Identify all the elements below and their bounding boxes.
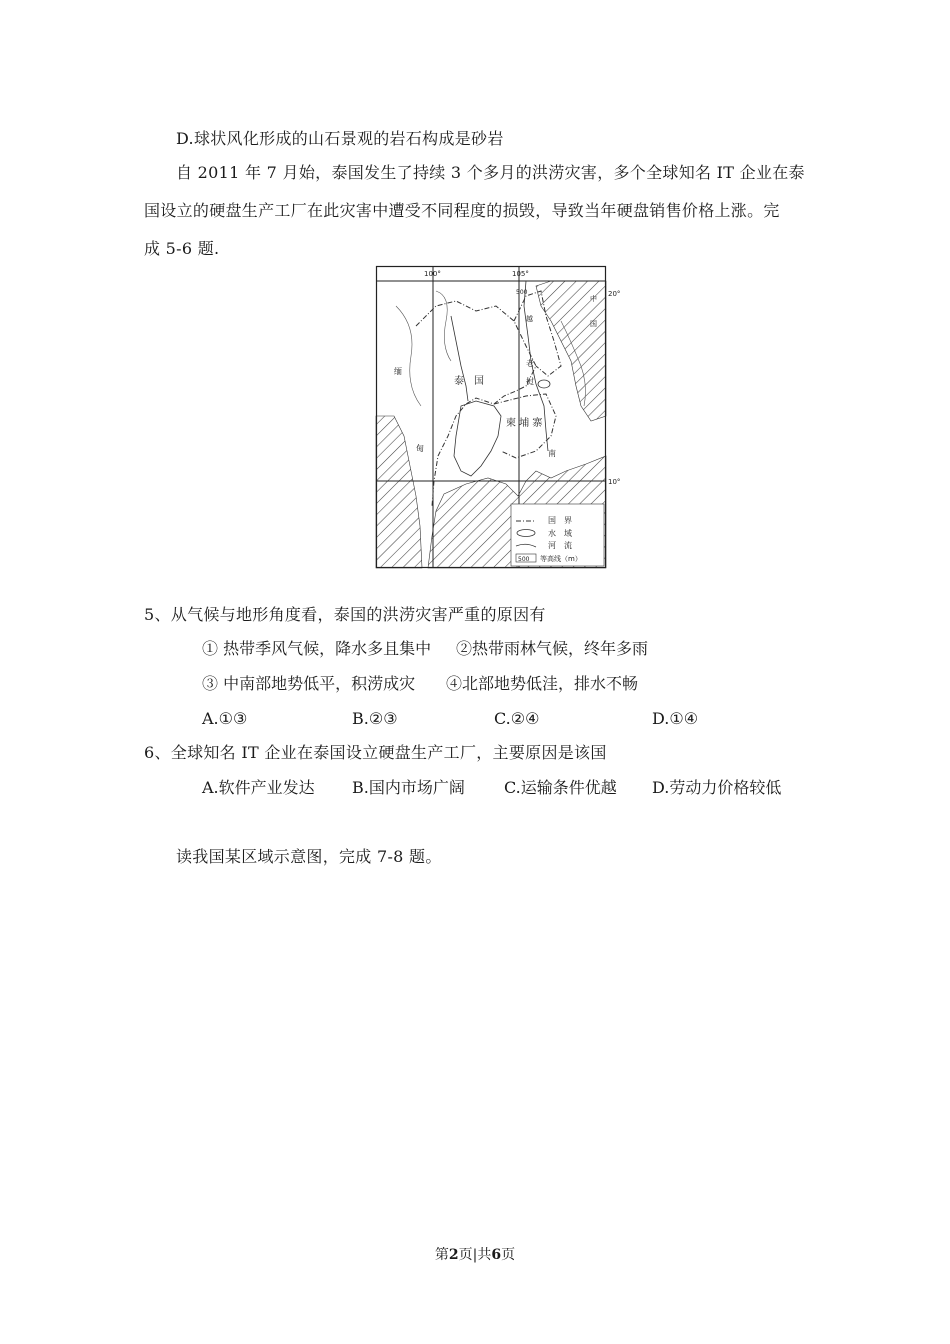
q5-item-2: ②热带雨林气候，终年多雨 xyxy=(456,639,649,658)
legend-contour: 等高线（m） xyxy=(540,555,582,563)
q6-option-d: D.劳动力价格较低 xyxy=(652,778,782,797)
q5-item-4: ④北部地势低洼，排水不畅 xyxy=(446,674,639,693)
label-china-2: 国 xyxy=(590,320,597,328)
intro-line-1: 自 2011 年 7 月始，泰国发生了持续 3 个多月的洪涝灾害，多个全球知名 IT 企业在泰 xyxy=(176,163,805,182)
footer-page-number: 2 xyxy=(448,1247,459,1263)
legend-river: 河 流 xyxy=(548,541,572,550)
lat-label-20: 20° xyxy=(608,290,621,298)
q5-option-a: A.①③ xyxy=(202,709,248,728)
intro-line-3: 成 5-6 题. xyxy=(144,239,220,258)
q5-option-c: C.②④ xyxy=(494,709,540,728)
q5-stem: 5、从气候与地形角度看，泰国的洪涝灾害严重的原因有 xyxy=(144,605,546,624)
label-cambodia: 柬 埔 寨 xyxy=(506,418,543,429)
q5-item-3: ③ 中南部地势低平，积涝成灾 xyxy=(202,674,416,693)
q6-stem: 6、全球知名 IT 企业在泰国设立硬盘生产工厂，主要原因是该国 xyxy=(144,743,607,762)
intro-line-2: 国设立的硬盘生产工厂在此灾害中遭受不同程度的损毁，导致当年硬盘销售价格上涨。完 xyxy=(144,201,780,220)
lon-label-100: 100° xyxy=(424,270,441,278)
label-china-1: 中 xyxy=(590,295,597,303)
label-laos-2: 挝 xyxy=(526,377,534,386)
q5-option-b: B.②③ xyxy=(352,709,398,728)
contour-label: 500 xyxy=(516,289,528,296)
legend-contour-value: 500 xyxy=(518,556,530,563)
q6-option-b: B.国内市场广阔 xyxy=(352,778,465,797)
next-questions-intro: 读我国某区域示意图，完成 7-8 题。 xyxy=(176,847,442,866)
q5-item-1: ① 热带季风气候，降水多且集中 xyxy=(202,639,432,658)
legend-water: 水 域 xyxy=(548,529,572,538)
thailand-region-map xyxy=(376,266,621,568)
footer-middle: 页|共 xyxy=(458,1247,492,1263)
previous-option-d: D.球状风化形成的山石景观的岩石构成是砂岩 xyxy=(176,129,504,148)
q6-option-a: A.软件产业发达 xyxy=(202,778,315,797)
footer-suffix: 页 xyxy=(501,1247,516,1263)
label-myanmar-1: 缅 xyxy=(394,367,402,376)
footer-prefix: 第 xyxy=(434,1247,449,1263)
lat-label-10: 10° xyxy=(608,478,621,486)
label-thailand: 泰 国 xyxy=(454,376,484,387)
page-footer xyxy=(0,1245,950,1265)
label-laos-1: 老 xyxy=(526,359,534,368)
footer-total-pages: 6 xyxy=(491,1247,502,1263)
label-south: 南 xyxy=(548,449,556,458)
q6-option-c: C.运输条件优越 xyxy=(504,778,617,797)
label-vietnam: 越 xyxy=(526,315,533,323)
label-myanmar-2: 甸 xyxy=(416,444,424,453)
q5-option-d: D.①④ xyxy=(652,709,699,728)
lon-label-105: 105° xyxy=(512,270,529,278)
legend-border: 国 界 xyxy=(548,516,572,525)
